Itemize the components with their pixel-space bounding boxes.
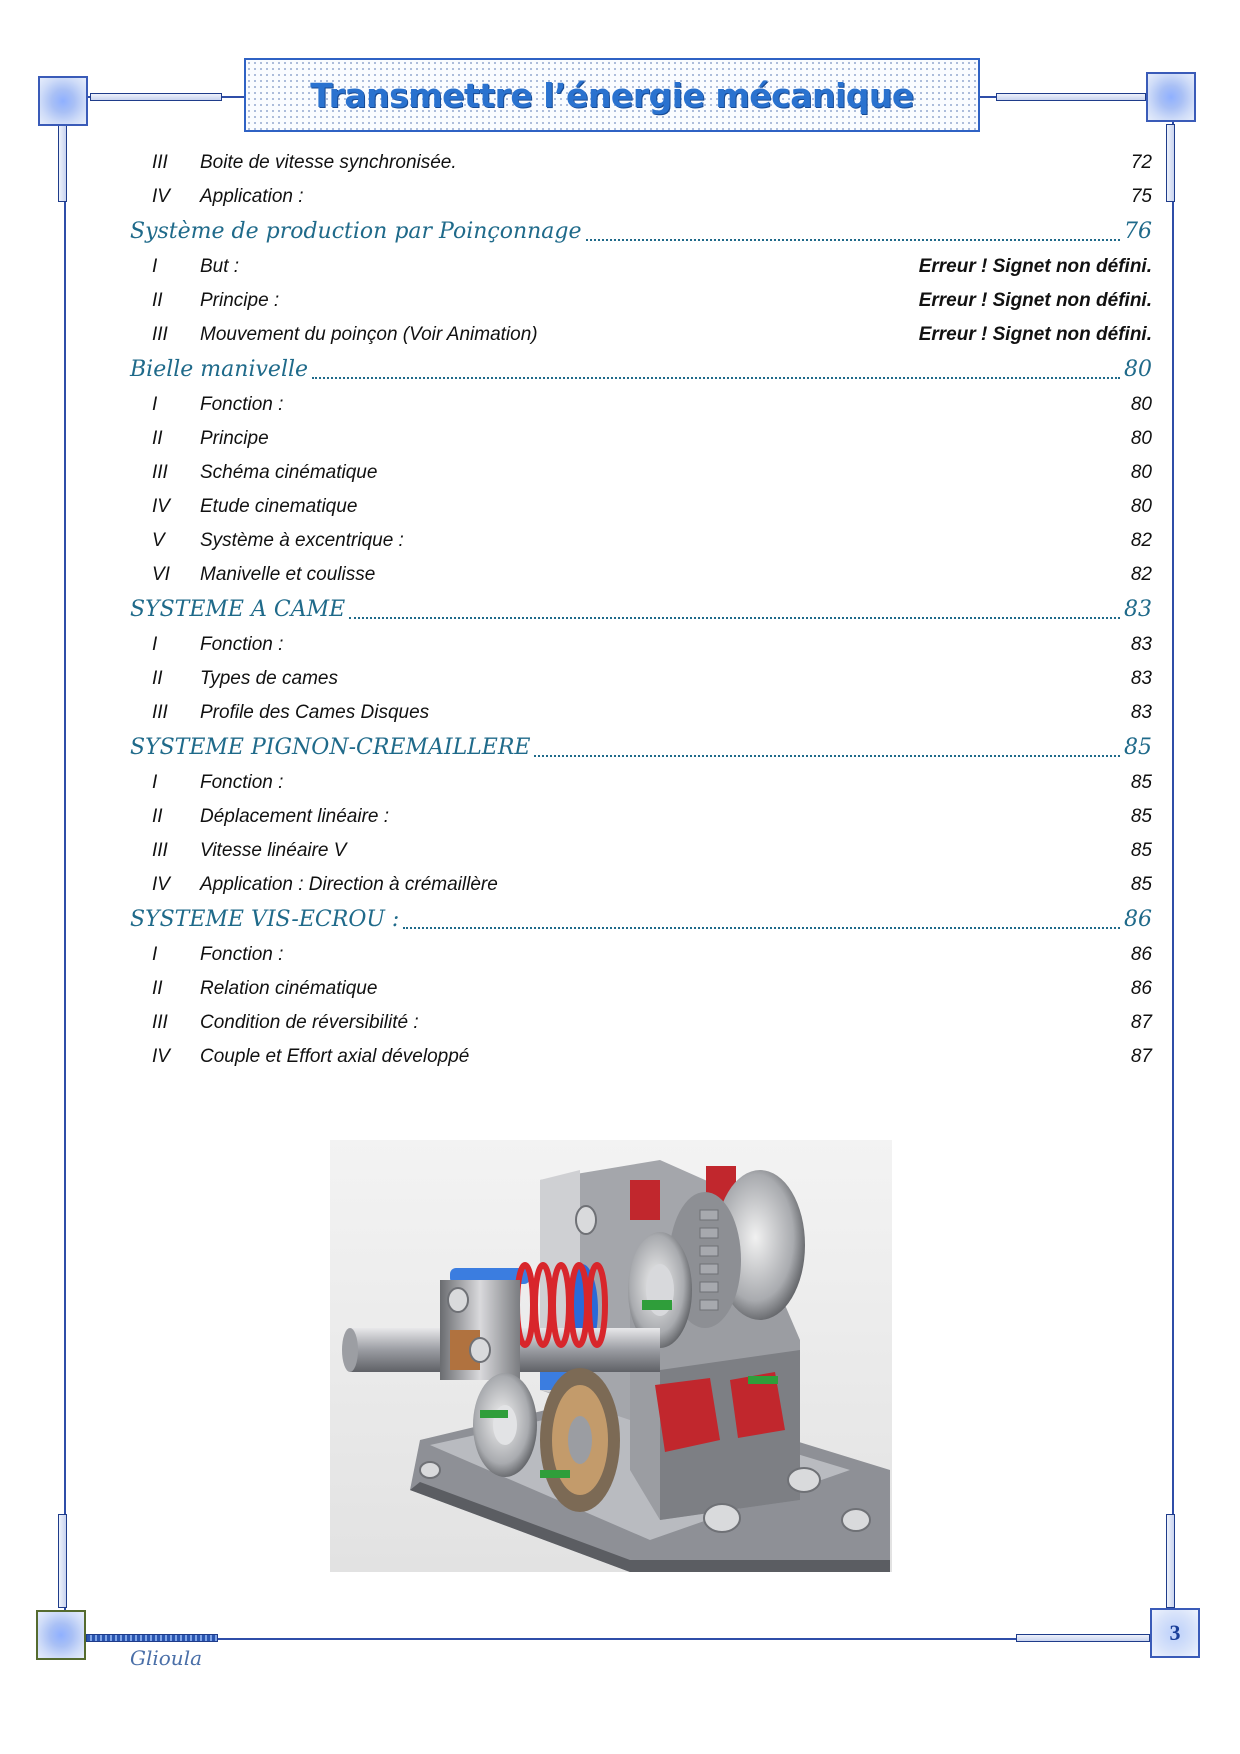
toc-section-title: SYSTEME PIGNON-CREMAILLERE <box>130 735 531 760</box>
toc-page-number: 85 <box>1130 806 1152 827</box>
toc-page-number: 75 <box>1130 186 1152 207</box>
toc-subsection-title: Relation cinématique <box>200 978 378 999</box>
toc-subsection-entry[interactable] <box>130 180 1152 214</box>
toc-subsection-title: But : <box>200 256 240 277</box>
toc-section-entry[interactable] <box>130 902 1152 938</box>
toc-subsection-entry[interactable] <box>130 422 1152 456</box>
toc-section-entry[interactable] <box>130 352 1152 388</box>
toc-page-number: 86 <box>1124 907 1152 932</box>
toc-roman-numeral: IV <box>152 186 170 207</box>
toc-subsection-entry[interactable] <box>130 524 1152 558</box>
frame-bar-left-top <box>58 124 67 202</box>
toc-page-number: 82 <box>1130 530 1152 551</box>
toc-page-number: 83 <box>1130 702 1152 723</box>
frame-bar-bottom-left <box>86 1634 218 1642</box>
frame-bar-top-right <box>996 93 1146 101</box>
toc-leader-dots <box>312 377 1120 379</box>
toc-subsection-entry[interactable] <box>130 388 1152 422</box>
toc-subsection-entry[interactable] <box>130 834 1152 868</box>
page-number: 3 <box>1150 1608 1200 1658</box>
toc-section-title: SYSTEME VIS-ECROU : <box>130 907 400 932</box>
toc-subsection-title: Fonction : <box>200 944 284 965</box>
toc-section-entry[interactable] <box>130 730 1152 766</box>
frame-bar-right-top <box>1166 124 1175 202</box>
toc-subsection-entry[interactable] <box>130 868 1152 902</box>
toc-subsection-entry[interactable] <box>130 938 1152 972</box>
toc-subsection-entry[interactable] <box>130 558 1152 592</box>
toc-subsection-title: Système à excentrique : <box>200 530 404 551</box>
toc-subsection-title: Application : Direction à crémaillère <box>200 874 498 895</box>
toc-section-title: Système de production par Poinçonnage <box>130 219 582 244</box>
toc-subsection-entry[interactable] <box>130 490 1152 524</box>
frame-bar-top-left <box>90 93 222 101</box>
frame-right-line <box>1172 120 1174 1650</box>
toc-page-number: 83 <box>1130 668 1152 689</box>
toc-page-number: 85 <box>1130 840 1152 861</box>
frame-bar-left-bottom <box>58 1514 67 1608</box>
toc-subsection-entry[interactable] <box>130 800 1152 834</box>
frame-corner-top-left <box>38 76 88 126</box>
toc-subsection-title: Application : <box>200 186 304 207</box>
toc-subsection-entry[interactable] <box>130 250 1152 284</box>
page-title: Transmettre l’énergie mécanique <box>310 75 914 115</box>
toc-subsection-entry[interactable] <box>130 766 1152 800</box>
toc-roman-numeral: II <box>152 806 163 827</box>
toc-roman-numeral: II <box>152 290 163 311</box>
frame-bottom-line <box>86 1638 1152 1640</box>
toc-roman-numeral: III <box>152 152 168 173</box>
toc-subsection-title: Fonction : <box>200 634 284 655</box>
toc-page-number: 86 <box>1130 978 1152 999</box>
toc-subsection-title: Vitesse linéaire V <box>200 840 347 861</box>
toc-page-number: 85 <box>1130 772 1152 793</box>
toc-subsection-entry[interactable] <box>130 1006 1152 1040</box>
toc-section-title: SYSTEME A CAME <box>130 597 346 622</box>
toc-page-number: 83 <box>1130 634 1152 655</box>
toc-page-number: 87 <box>1130 1012 1152 1033</box>
toc-roman-numeral: III <box>152 462 168 483</box>
toc-subsection-title: Boite de vitesse synchronisée. <box>200 152 457 173</box>
toc-subsection-title: Principe <box>200 428 269 449</box>
toc-section-entry[interactable] <box>130 214 1152 250</box>
toc-page-number: 80 <box>1130 462 1152 483</box>
toc-subsection-title: Déplacement linéaire : <box>200 806 390 827</box>
toc-roman-numeral: IV <box>152 874 170 895</box>
toc-page-number: 80 <box>1130 428 1152 449</box>
toc-roman-numeral: III <box>152 702 168 723</box>
table-of-contents <box>130 146 1152 1074</box>
toc-leader-dots <box>403 927 1120 929</box>
toc-page-number: 80 <box>1130 496 1152 517</box>
toc-subsection-entry[interactable] <box>130 1040 1152 1074</box>
toc-roman-numeral: II <box>152 428 163 449</box>
toc-subsection-entry[interactable] <box>130 456 1152 490</box>
toc-roman-numeral: III <box>152 1012 168 1033</box>
toc-bookmark-error: Erreur ! Signet non défini. <box>918 324 1152 345</box>
toc-bookmark-error: Erreur ! Signet non défini. <box>918 290 1152 311</box>
toc-subsection-title: Profile des Cames Disques <box>200 702 430 723</box>
toc-subsection-title: Fonction : <box>200 394 284 415</box>
toc-page-number: 85 <box>1130 874 1152 895</box>
frame-bar-bottom-right <box>1016 1634 1150 1642</box>
toc-bookmark-error: Erreur ! Signet non défini. <box>918 256 1152 277</box>
toc-roman-numeral: I <box>152 256 158 277</box>
toc-subsection-entry[interactable] <box>130 318 1152 352</box>
toc-subsection-title: Manivelle et coulisse <box>200 564 376 585</box>
toc-section-title: Bielle manivelle <box>130 357 309 382</box>
toc-page-number: 72 <box>1130 152 1152 173</box>
toc-page-number: 83 <box>1124 597 1152 622</box>
toc-page-number: 80 <box>1130 394 1152 415</box>
toc-subsection-entry[interactable] <box>130 972 1152 1006</box>
toc-roman-numeral: I <box>152 944 158 965</box>
toc-roman-numeral: III <box>152 324 168 345</box>
toc-roman-numeral: II <box>152 978 163 999</box>
toc-roman-numeral: I <box>152 772 158 793</box>
toc-subsection-entry[interactable] <box>130 662 1152 696</box>
toc-page-number: 76 <box>1124 219 1152 244</box>
toc-subsection-title: Mouvement du poinçon (Voir Animation) <box>200 324 538 345</box>
toc-roman-numeral: II <box>152 668 163 689</box>
toc-subsection-entry[interactable] <box>130 146 1152 180</box>
toc-section-entry[interactable] <box>130 592 1152 628</box>
toc-subsection-title: Principe : <box>200 290 280 311</box>
toc-subsection-title: Condition de réversibilité : <box>200 1012 419 1033</box>
toc-leader-dots <box>534 755 1120 757</box>
toc-roman-numeral: IV <box>152 1046 170 1067</box>
frame-bar-right-bottom <box>1166 1514 1175 1608</box>
toc-subsection-title: Fonction : <box>200 772 284 793</box>
toc-subsection-title: Couple et Effort axial développé <box>200 1046 470 1067</box>
toc-roman-numeral: IV <box>152 496 170 517</box>
toc-subsection-title: Etude cinematique <box>200 496 358 517</box>
toc-roman-numeral: V <box>152 530 165 551</box>
toc-subsection-title: Types de cames <box>200 668 338 689</box>
toc-page-number: 82 <box>1130 564 1152 585</box>
toc-roman-numeral: VI <box>152 564 170 585</box>
page-header <box>244 58 980 132</box>
toc-page-number: 80 <box>1124 357 1152 382</box>
toc-page-number: 87 <box>1130 1046 1152 1067</box>
frame-left-line <box>64 120 66 1650</box>
gearbox-illustration <box>330 1140 892 1572</box>
toc-roman-numeral: I <box>152 394 158 415</box>
toc-subsection-entry[interactable] <box>130 628 1152 662</box>
toc-leader-dots <box>349 617 1120 619</box>
toc-page-number: 86 <box>1130 944 1152 965</box>
footer-author: Glioula <box>130 1646 203 1670</box>
frame-corner-top-right <box>1146 72 1196 122</box>
toc-subsection-title: Schéma cinématique <box>200 462 378 483</box>
toc-subsection-entry[interactable] <box>130 696 1152 730</box>
toc-leader-dots <box>586 239 1120 241</box>
frame-corner-bottom-left <box>36 1610 86 1660</box>
toc-subsection-entry[interactable] <box>130 284 1152 318</box>
toc-page-number: 85 <box>1124 735 1152 760</box>
toc-roman-numeral: I <box>152 634 158 655</box>
toc-roman-numeral: III <box>152 840 168 861</box>
